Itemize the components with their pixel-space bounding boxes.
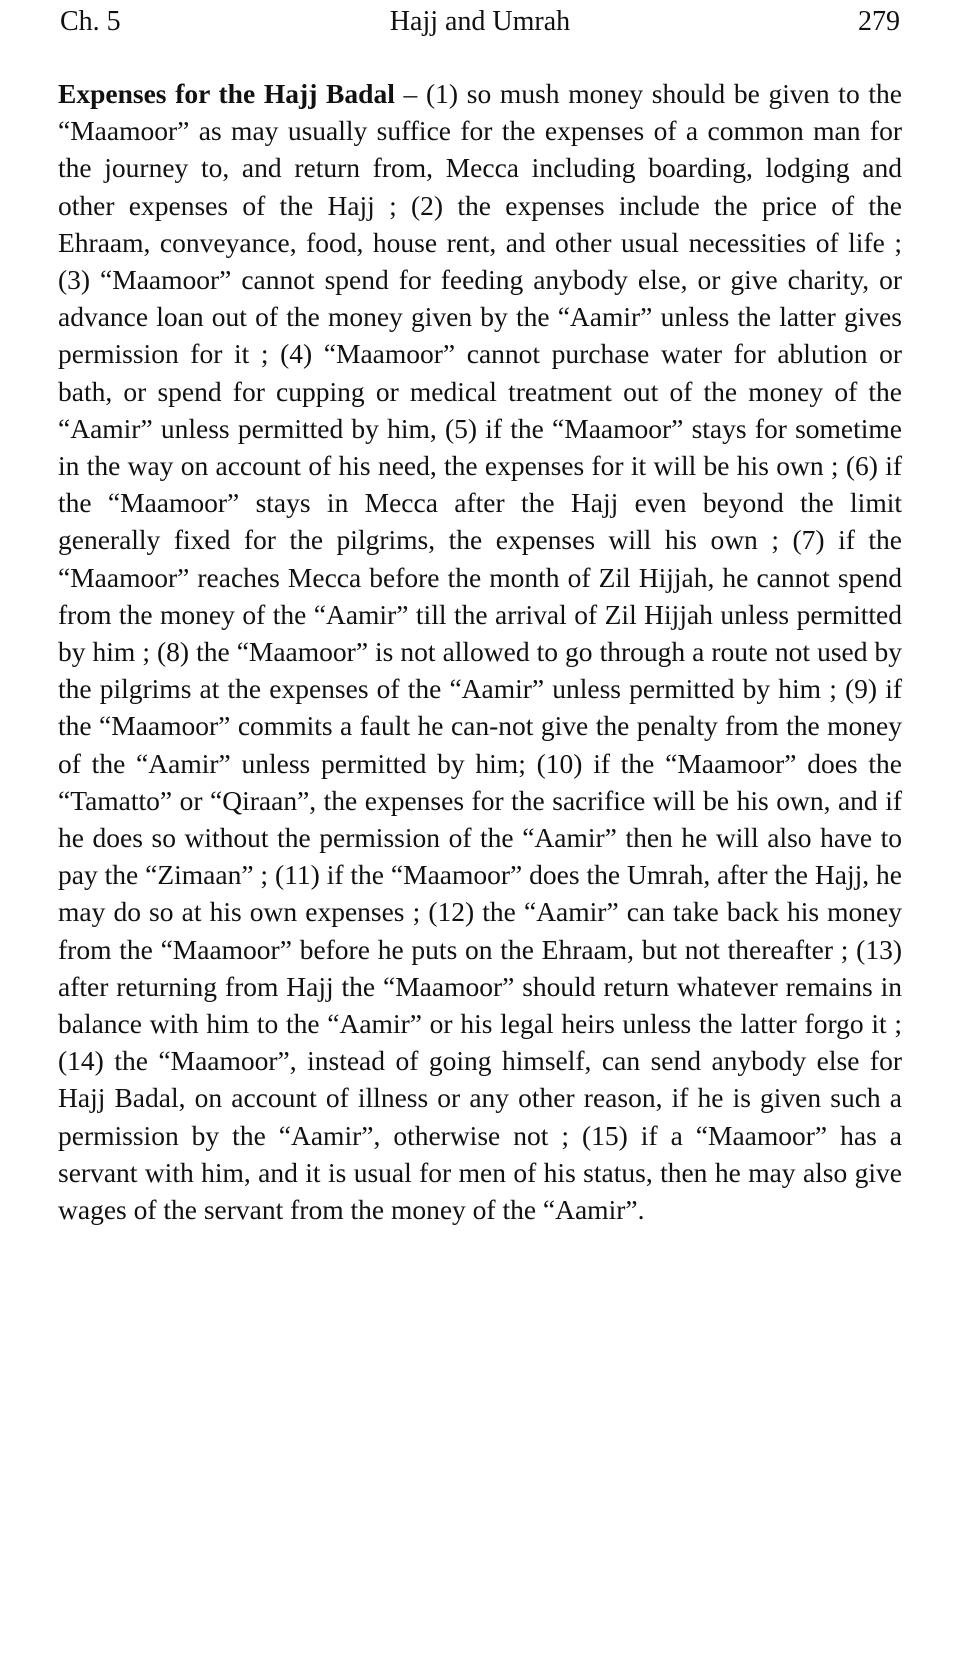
running-header — [60, 2, 900, 42]
page-number: 279 — [858, 6, 900, 37]
chapter-label: Ch. 5 — [60, 6, 121, 37]
paragraph-text: – (1) so mush money should be given to the “Maamoor” as may usually suffice for the expenses of a common man for the journey to, and return from, Mecca including boarding, lodging and other expenses of the Hajj ; (2) the expenses include the price of the Ehraam, conveyance, food, house rent, and other usual necessities of life ; (3) “Maamoor” cannot spend for feeding anybody else, or give charity, or advance loan out of the money given by the “Aamir” unless the latter gives permission for it ; (4) “Maamoor” cannot purchase water for ablution or bath, or spend for cupping or medical treatment out of the money of the “Aamir” unless permitted by him, (5) if the “Maamoor” stays for sometime in the way on account of his need, the expenses for it will be his own ; (6) if the “Maamoor” stays in Mecca after the Hajj even beyond the limit generally fixed for the pilgrims, the expenses will his own ; (7) if the “Maamoor” reaches Mecca before the month of Zil Hijjah, he cannot spend from the money of the “Aamir” till the arrival of Zil Hijjah unless permitted by him ; (8) the “Maamoor” is not allowed to go through a route not used by the pilgrims at the expenses of the “Aamir” unless permitted by him ; (9) if the “Maamoor” commits a fault he can-not give the penalty from the money of the “Aamir” unless permitted by him; (10) if the “Maamoor” does the “Tamatto” or “Qiraan”, the expenses for the sacrifice will be his own, and if he does so without the permission of the “Aamir” then he will also have to pay the “Zimaan” ; (11) if the “Maamoor” does the Umrah, after the Hajj, he may do so at his own expenses ; (12) the “Aamir” can take back his money from the “Maamoor” before he puts on the Ehraam, but not thereafter ; (13) after returning from Hajj the “Maamoor” should return whatever remains in balance with him to the “Aamir” or his legal heirs unless the latter forgo it ; (14) the “Maamoor”, instead of going himself, can send anybody else for Hajj Badal, on account of illness or any other reason, if he is given such a permission by the “Aamir”, otherwise not ; (15) if a “Maamoor” has a servant with him, and it is usual for men of his status, then he may also give wages of the servant from the money of the “Aamir”. — [58, 78, 902, 1226]
header-title: Hajj and Umrah — [389, 6, 571, 37]
body-paragraph — [58, 75, 902, 1228]
section-heading: Expenses for the Hajj Badal — [58, 78, 395, 109]
